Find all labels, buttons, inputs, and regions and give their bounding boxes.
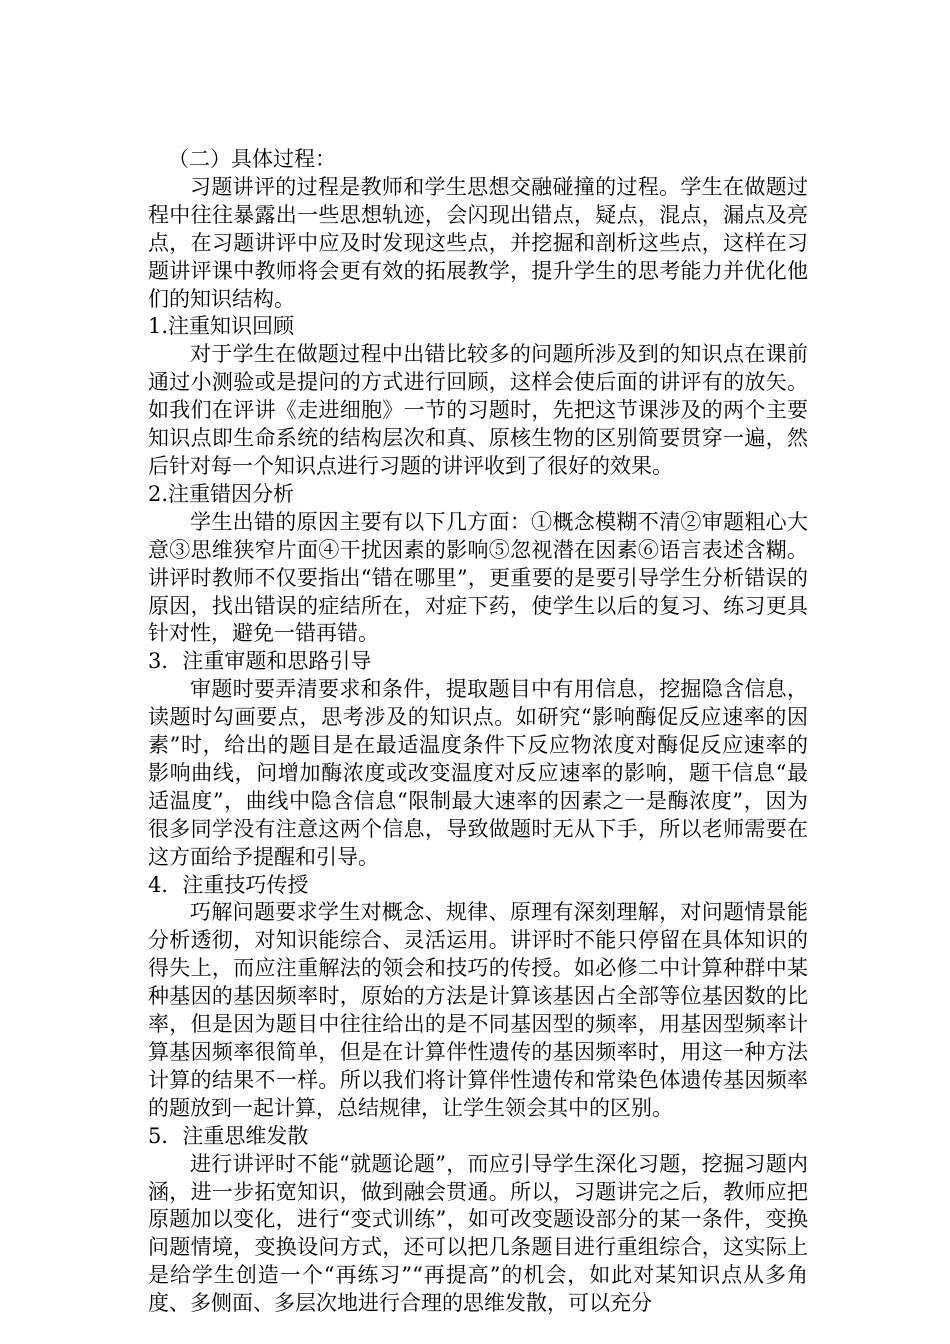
paragraph-question-reading: 审题时要弄清要求和条件，提取题目中有用信息，挖掘隐含信息，读题时勾画要点，思考涉及的知识点。如研究“影响酶促反应速率的因素”时，给出的题目是在最适温度条件下反应物浓度对酶促反应速率的影响曲线，问增加酶浓度或改变温度对反应速率的影响，题干信息“最适温度”，曲线中隐含信息“限制最大速率的因素之一是酶浓度”，因为很多同学没有注意这两个信息，导致做题时无从下手，所以老师需要在这方面给予提醒和引导。 [148, 677, 808, 869]
paragraph-technique-teaching: 巧解问题要求学生对概念、规律、原理有深刻理解，对问题情景能分析透彻，对知识能综合、灵活运用。讲评时不能只停留在具体知识的得失上，而应注重解法的领会和技巧的传授。如必修二中计算种群中某种基因的基因频率时，原始的方法是计算该基因占全部等位基因数的比率，但是因为题目中往往给出的是不同基因型的频率，用基因型频率计算基因频率很简单，但是在计算伴性遗传的基因频率时，用这一种方法计算的结果不一样。所以我们将计算伴性遗传和常染色体遗传基因频率的题放到一起计算，总结规律，让学生领会其中的区别。 [148, 900, 808, 1120]
intro-paragraph: 习题讲评的过程是教师和学生思想交融碰撞的过程。学生在做题过程中往往暴露出一些思想轨迹，会闪现出错点，疑点，混点，漏点及亮点，在习题讲评中应及时发现这些点，并挖掘和剖析这些点，这样在习题讲评课中教师将会更有效的拓展教学，提升学生的思考能力并优化他们的知识结构。 [148, 174, 808, 311]
heading-error-analysis: 2.注重错因分析 [148, 481, 295, 506]
document-page [148, 146, 808, 1318]
heading-knowledge-review: 1.注重知识回顾 [148, 314, 295, 339]
section-subtitle: （二）具体过程： [168, 147, 336, 171]
paragraph-divergent-thinking: 进行讲评时不能“就题论题”，而应引导学生深化习题，挖掘习题内涵，进一步拓宽知识，做到融会贯通。所以，习题讲完之后，教师应把原题加以变化，进行“变式训练”，如可改变题设部分的某一条件，变换问题情境，变换设问方式，还可以把几条题目进行重组综合，这实际上是给学生创造一个“再练习”“再提高”的机会，如此对某知识点从多角度、多侧面、多层次地进行合理的思维发散，可以充分 [148, 1151, 808, 1316]
heading-question-reading: 3．注重审题和思路引导 [148, 649, 372, 674]
paragraph-knowledge-review: 对于学生在做题过程中出错比较多的问题所涉及到的知识点在课前通过小测验或是提问的方式进行回顾，这样会使后面的讲评有的放矢。如我们在评讲《走进细胞》一节的习题时，先把这节课涉及的两个主要知识点即生命系统的结构层次和真、原核生物的区别简要贯穿一遍，然后针对每一个知识点进行习题的讲评收到了很好的效果。 [148, 342, 808, 478]
paragraph-error-analysis: 学生出错的原因主要有以下几方面：①概念模糊不清②审题粗心大意③思维狭窄片面④干扰因素的影响⑤忽视潜在因素⑥语言表述含糊。讲评时教师不仅要指出“错在哪里”，更重要的是要引导学生分析错误的原因，找出错误的症结所在，对症下药，使学生以后的复习、练习更具针对性，避免一错再错。 [148, 509, 808, 646]
heading-technique-teaching: 4．注重技巧传授 [148, 872, 309, 897]
heading-divergent-thinking: 5．注重思维发散 [148, 1123, 309, 1148]
